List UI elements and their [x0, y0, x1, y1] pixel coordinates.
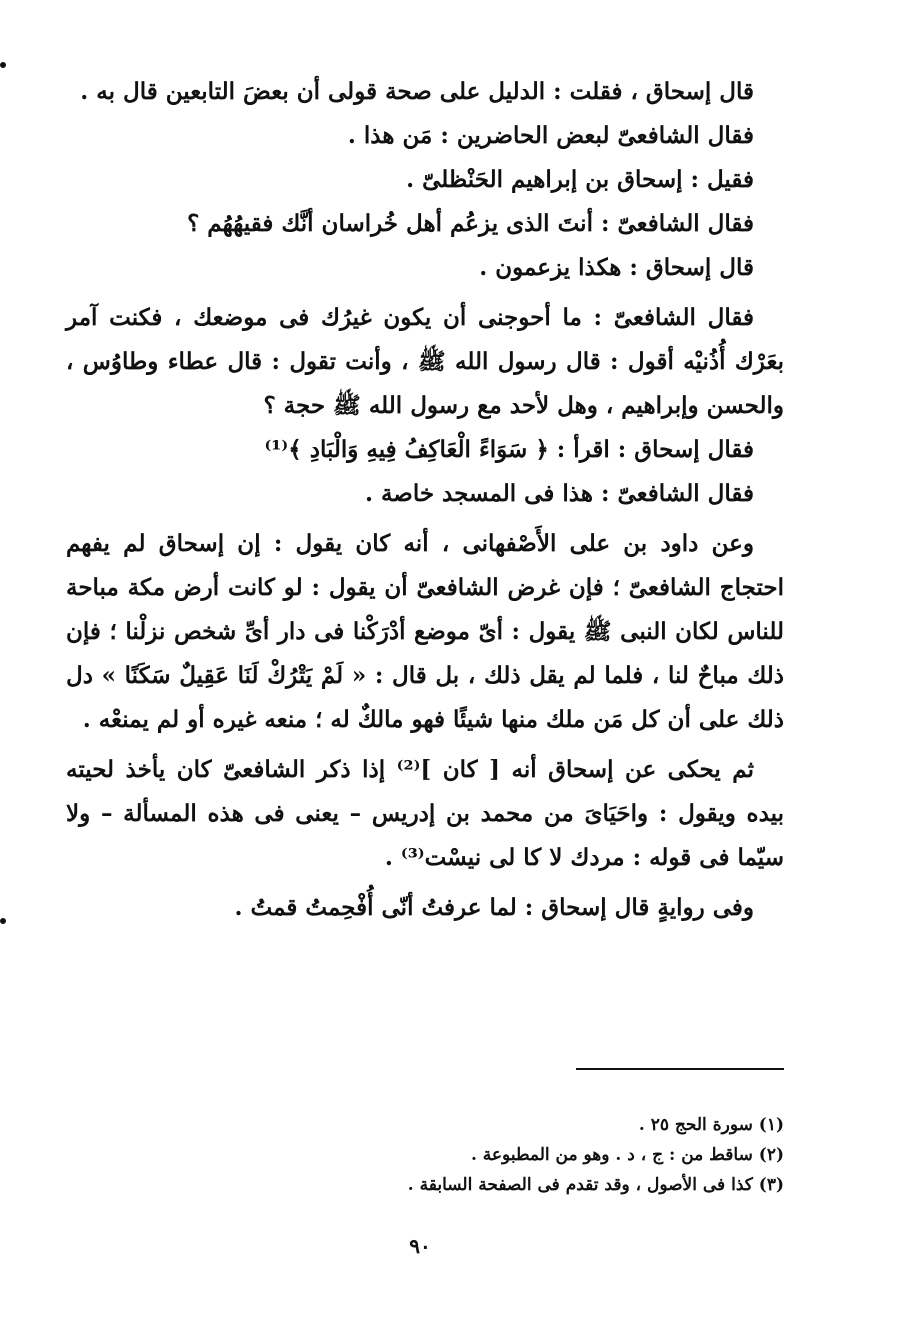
footnote-1: (١) سورة الحج ٢٥ . — [638, 1115, 784, 1135]
paragraph-3: فقيل : إسحاق بن إبراهيم الحَنْظلىّ . — [406, 166, 754, 193]
paragraph-8: فقال الشافعىّ : هذا فى المسجد خاصة . — [364, 480, 754, 507]
paragraph-2: فقال الشافعىّ لبعض الحاضرين : مَن هذا . — [347, 122, 754, 149]
footnotes — [200, 1110, 784, 1200]
footnote-2: (٢) ساقط من : ج ، د . وهو من المطبوعة . — [470, 1145, 784, 1165]
margin-dot-top — [0, 62, 6, 68]
footnote-divider — [576, 1068, 784, 1070]
main-text — [66, 70, 784, 930]
paragraph-11: وفى روايةٍ قال إسحاق : لما عرفتُ أنّى أُفْحِمتُ قمتُ . — [234, 894, 754, 921]
paragraph-6: فقال الشافعىّ : ما أحوجنى أن يكون غيرُك فى موضعك ، فكنت آمر بعَرْك أُذُنيْه أقول : قال رسول الله ﷺ ، وأنت تقول : قال عطاء وطاوُس ، والحسن وإبراهيم ، وهل لأحد مع رسول الله ﷺ حجة ؟ — [66, 304, 784, 419]
paragraph-1: قال إسحاق ، فقلت : الدليل على صحة قولى أن بعضَ التابعين قال به . — [80, 78, 754, 105]
footnote-3: (٣) كذا فى الأصول ، وقد تقدم فى الصفحة السابقة . — [407, 1175, 784, 1195]
paragraph-4: فقال الشافعىّ : أنتَ الذى يزعُم أهل خُراسان أنَّك فقيهُهُم ؟ — [187, 210, 754, 237]
paragraph-7: فقال إسحاق : اقرأ : ﴿ سَوَاءً الْعَاكِفُ فِيهِ وَالْبَادِ ﴾⁽¹⁾ — [264, 436, 754, 463]
paragraph-10: ثم يحكى عن إسحاق أنه [ كان ]⁽²⁾ إذا ذكر الشافعىّ كان يأخذ لحيته بيده ويقول : واحَيَاىَ من محمد بن إدريس – يعنى فى هذه المسألة – ولا سيّما فى قوله : مردك لا كا لى نيسْت⁽³⁾ . — [66, 756, 784, 871]
page-number: ٩٠ — [409, 1234, 431, 1258]
paragraph-9: وعن داود بن على الأَصْفهانى ، أنه كان يقول : إن إسحاق لم يفهم احتجاج الشافعىّ ؛ فإن غرض الشافعىّ أن يقول : لو كانت أرض مكة مباحة للناس لكان النبى ﷺ يقول : أىّ موضع أدْرَكْنا فى دار أىِّ شخص نزلْنا ؛ فإن ذلك مباحٌ لنا ، فلما لم يقل ذلك ، بل قال : « لَمْ يَتْرُكْ لَنَا عَقِيلٌ سَكَنًا » دل ذلك على أن كل مَن ملك منها شيئًا فهو مالكٌ له ؛ منعه غيره أو لم يمنعْه . — [66, 530, 784, 733]
margin-dot-bottom — [0, 918, 6, 924]
paragraph-5: قال إسحاق : هكذا يزعمون . — [479, 254, 754, 281]
